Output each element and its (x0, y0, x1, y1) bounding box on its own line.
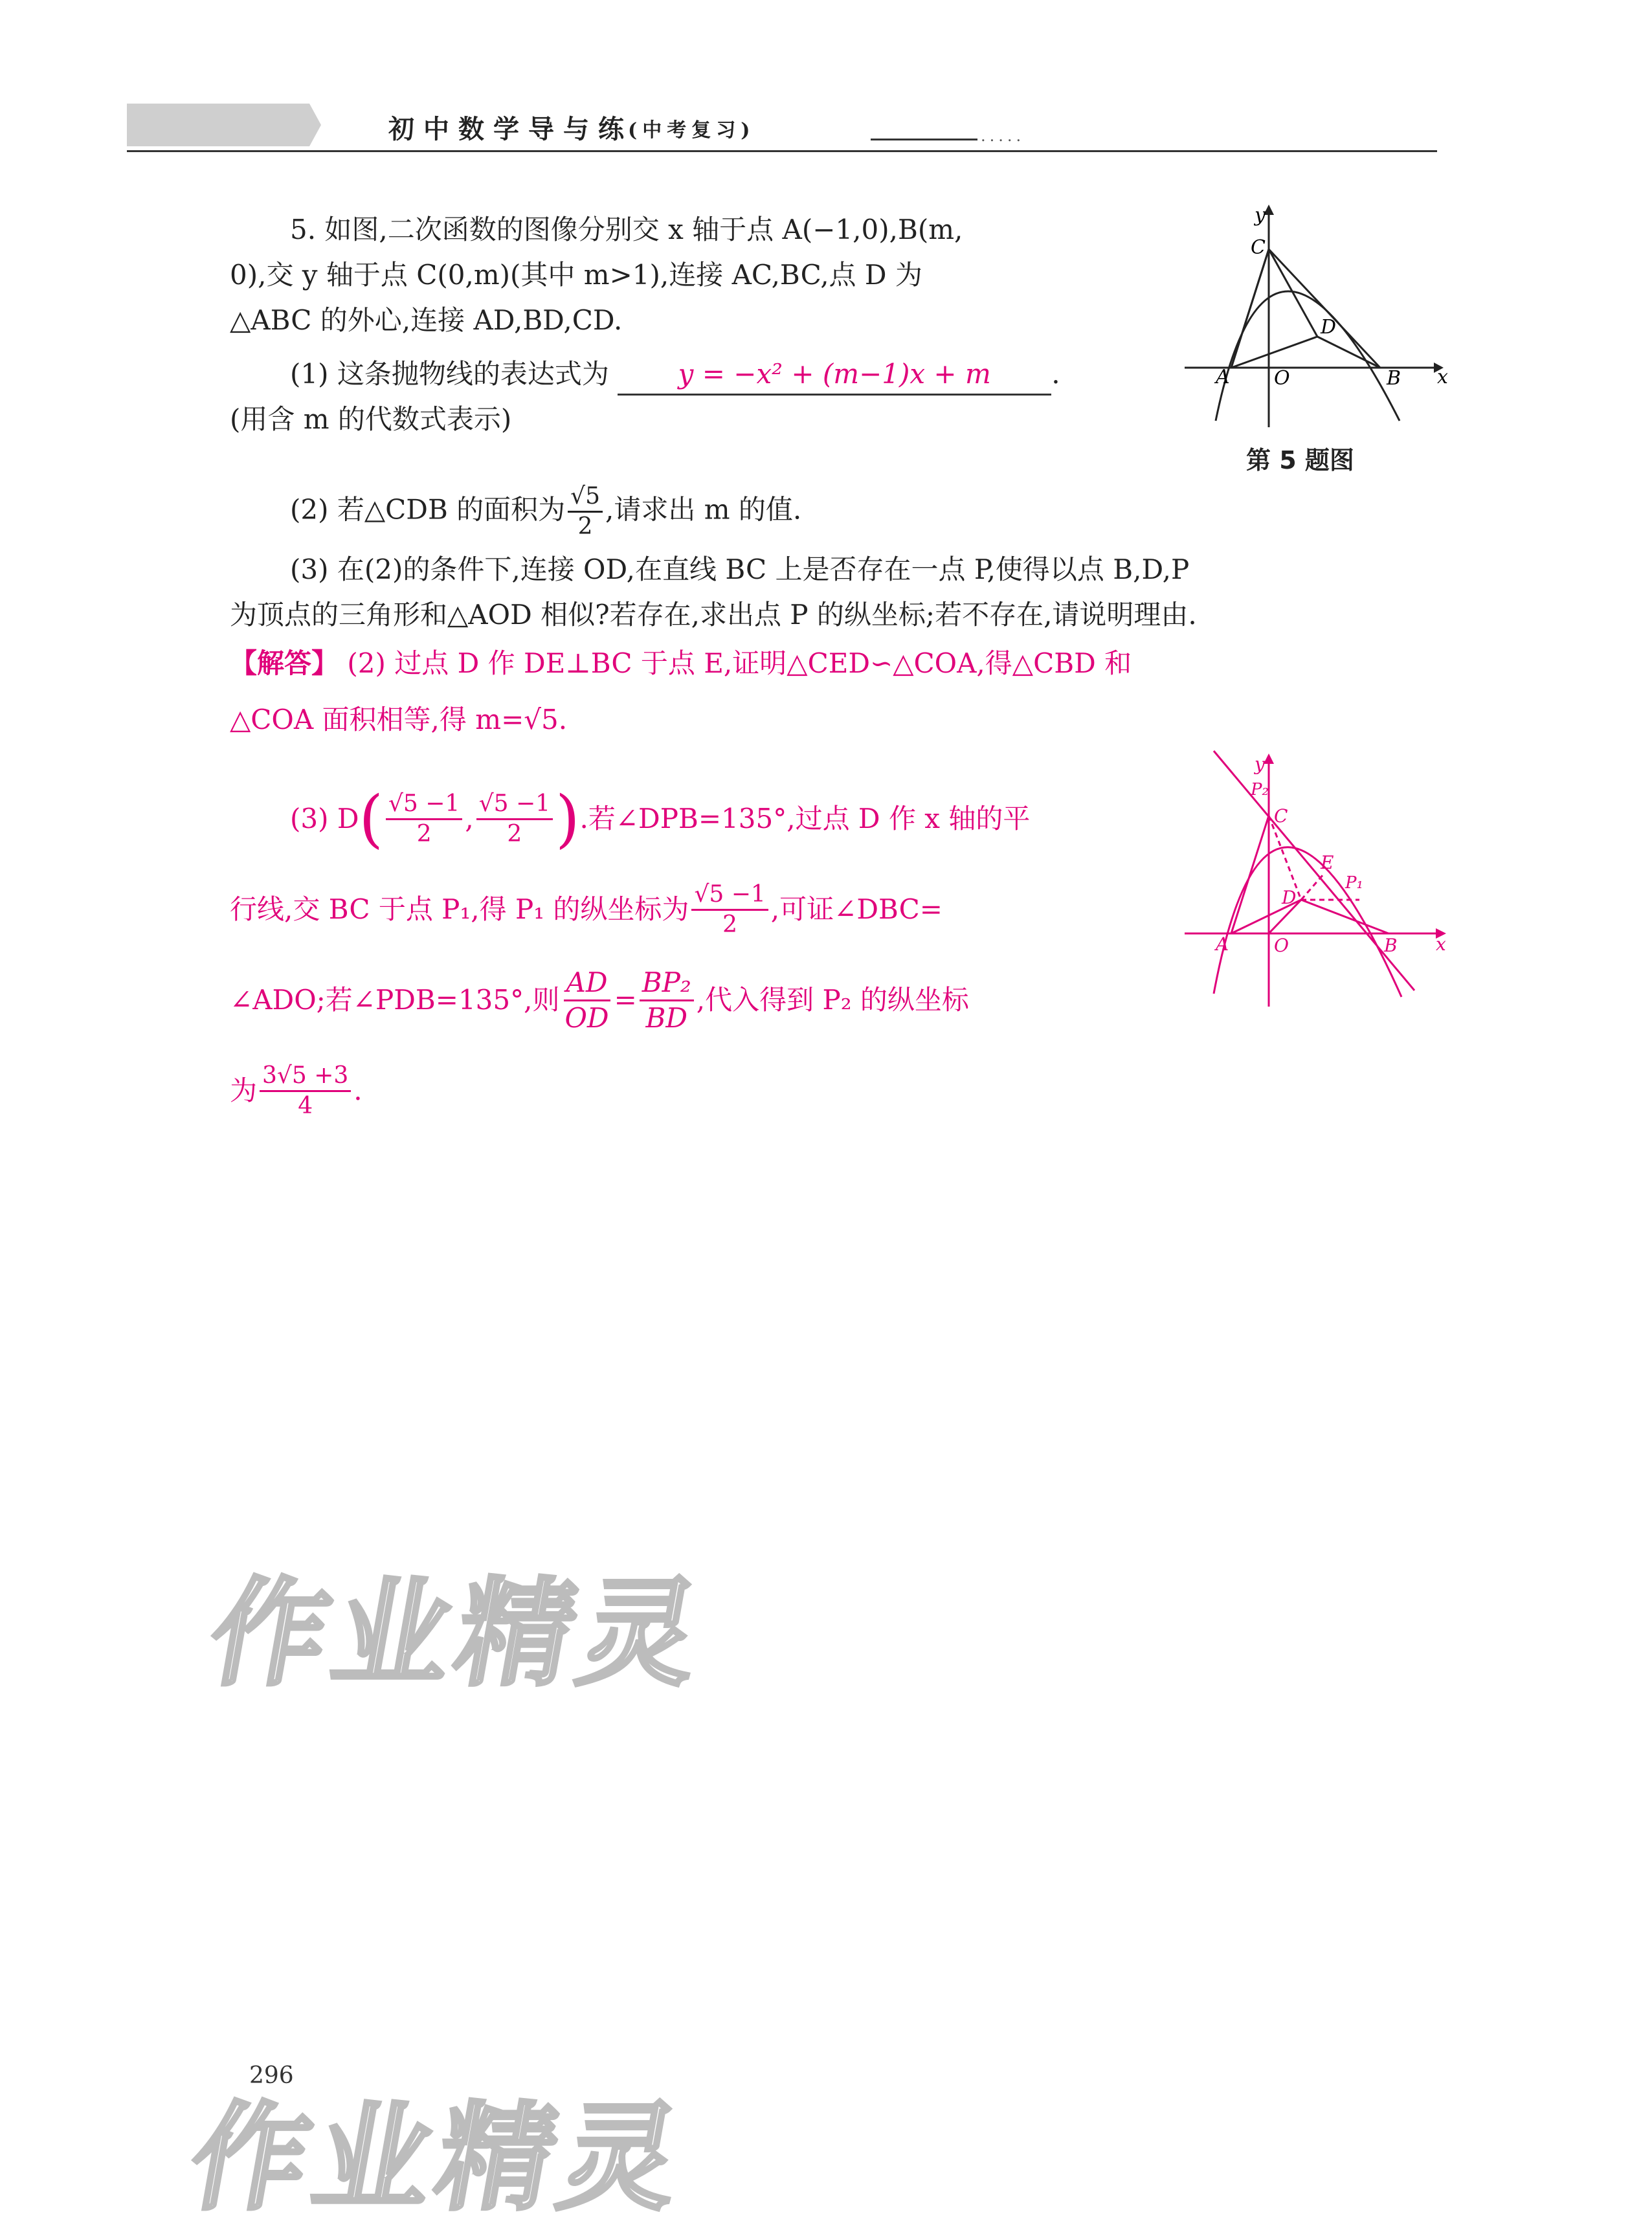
book-title: 初中数学导与练 (388, 115, 633, 144)
part2-fraction (568, 482, 603, 541)
header-rule (127, 150, 1437, 152)
final-fraction (260, 1062, 351, 1121)
figure-2-diagram (1178, 744, 1450, 1016)
ratio1-fraction (562, 966, 611, 1035)
part2-frac-den: 2 (577, 513, 593, 540)
d-y-fraction (476, 790, 553, 849)
p1-fraction (691, 880, 768, 939)
solution-line-1 (230, 644, 1132, 683)
final-frac-num: 3√5 +3 (260, 1062, 351, 1092)
fig2-y-arrow (1264, 753, 1274, 764)
part1-line (290, 355, 1060, 396)
d-x-fraction (386, 790, 462, 849)
fig2-segment-AC (1231, 816, 1269, 933)
fig1-parabola (1216, 291, 1400, 421)
s3-line2-suffix: ,可证∠DBC= (770, 893, 943, 925)
d-frac1-num: √5 −1 (386, 790, 462, 820)
fig2-parabola (1214, 847, 1401, 997)
p1-frac-den: 2 (722, 911, 738, 938)
fig1-label-O: O (1274, 367, 1290, 390)
figure-1-diagram (1178, 201, 1450, 434)
comma: , (465, 803, 474, 834)
ratio1-den: OD (564, 1001, 609, 1034)
part2-prefix: (2) 若△CDB 的面积为 (290, 493, 566, 526)
solution-s3-line3 (230, 958, 969, 1042)
fig2-segment-DE (1301, 874, 1324, 900)
fig1-label-x: x (1437, 366, 1448, 388)
fig1-label-y: y (1255, 204, 1266, 227)
ratio-eq: = (614, 984, 637, 1016)
s3-after-point: .若∠DPB=135°,过点 D 作 x 轴的平 (579, 803, 1031, 834)
paren-close: ) (555, 783, 580, 855)
fig2-label-P2: P₂ (1251, 780, 1269, 799)
part3-line-2: 为顶点的三角形和△AOD 相似?若存在,求出点 P 的纵坐标;若不存在,请说明理由. (230, 599, 1197, 631)
fig2-label-O: O (1274, 935, 1289, 956)
problem-line-2: 0),交 y 轴于点 C(0,m)(其中 m>1),连接 AC,BC,点 D 为 (230, 259, 922, 291)
fig1-label-B: B (1387, 367, 1401, 390)
solution-s3-line1 (290, 777, 1030, 861)
s3-line2-prefix: 行线,交 BC 于点 P₁,得 P₁ 的纵坐标为 (230, 893, 689, 925)
watermark-middle: 作业精灵 (199, 1567, 716, 1702)
ratio2-den: BD (645, 1001, 688, 1034)
solution-s2-line1: (2) 过点 D 作 DE⊥BC 于点 E,证明△CED∽△COA,得△CBD 和 (347, 647, 1132, 679)
part1-suffix: . (1051, 358, 1060, 390)
fig2-label-E: E (1321, 852, 1334, 873)
s3-line4-prefix: 为 (230, 1075, 258, 1106)
d-frac2-den: 2 (507, 820, 522, 847)
final-frac-den: 4 (298, 1092, 313, 1119)
part2-suffix: ,请求出 m 的值. (605, 493, 802, 526)
part1-answer-blank: y = −x² + (m−1)x + m (618, 355, 1051, 396)
fig1-label-A: A (1216, 366, 1230, 388)
problem-line-1: 5. 如图,二次函数的图像分别交 x 轴于点 A(−1,0),B(m, (290, 214, 963, 245)
fig2-label-A: A (1216, 933, 1229, 955)
watermark-bottom: 作业精灵 (180, 2091, 697, 2226)
solution-s3-line4 (230, 1049, 363, 1133)
ratio2-num: BP₂ (640, 966, 694, 1001)
fig2-label-y: y (1255, 753, 1265, 775)
problem-line-3: △ABC 的外心,连接 AD,BD,CD. (230, 304, 623, 336)
book-subtitle: (中考复习) (628, 119, 755, 142)
fig2-label-B: B (1384, 935, 1398, 956)
header-short-line (871, 139, 977, 140)
d-frac2-num: √5 −1 (476, 790, 553, 820)
fig2-label-C: C (1274, 805, 1288, 827)
fig1-segment-DB (1317, 337, 1380, 368)
s3-line3-suffix: ,代入得到 P₂ 的纵坐标 (696, 984, 969, 1016)
d-frac1-den: 2 (416, 820, 432, 847)
fig2-label-P1: P₁ (1345, 873, 1363, 893)
paren-open: ( (359, 783, 383, 855)
part1-prefix: (1) 这条抛物线的表达式为 (290, 358, 609, 390)
page-number: 296 (249, 2062, 294, 2089)
part2-line (290, 482, 801, 541)
solution-s2-line2: △COA 面积相等,得 m=√5. (230, 704, 568, 735)
fig1-label-D: D (1321, 316, 1337, 339)
s3-prefix: (3) D (290, 803, 359, 834)
s3-line3-prefix: ∠ADO;若∠PDB=135°,则 (230, 984, 560, 1016)
part2-frac-num: √5 (568, 482, 603, 513)
header-tab (127, 104, 321, 146)
solution-s3-line2 (230, 867, 943, 952)
s3-line4-suffix: . (353, 1075, 363, 1106)
fig1-segment-AD (1231, 337, 1317, 368)
fig2-label-D: D (1282, 887, 1297, 908)
solution-tag: 【解答】 (230, 647, 339, 679)
fig2-segment-DB (1301, 900, 1389, 933)
part3-line-1: (3) 在(2)的条件下,连接 OD,在直线 BC 上是否存在一点 P,使得以点 B,D,P (290, 553, 1190, 585)
part1-note: (用含 m 的代数式表示) (230, 403, 512, 435)
fig2-label-x: x (1436, 933, 1446, 955)
fig1-segment-AC (1231, 249, 1269, 368)
figure-1-caption: 第 5 题图 (1246, 446, 1354, 474)
fig1-label-C: C (1251, 236, 1266, 259)
header-dots: ..... (981, 127, 1025, 145)
ratio1-num: AD (564, 966, 610, 1001)
ratio2-fraction (640, 966, 694, 1035)
p1-frac-num: √5 −1 (691, 880, 768, 911)
